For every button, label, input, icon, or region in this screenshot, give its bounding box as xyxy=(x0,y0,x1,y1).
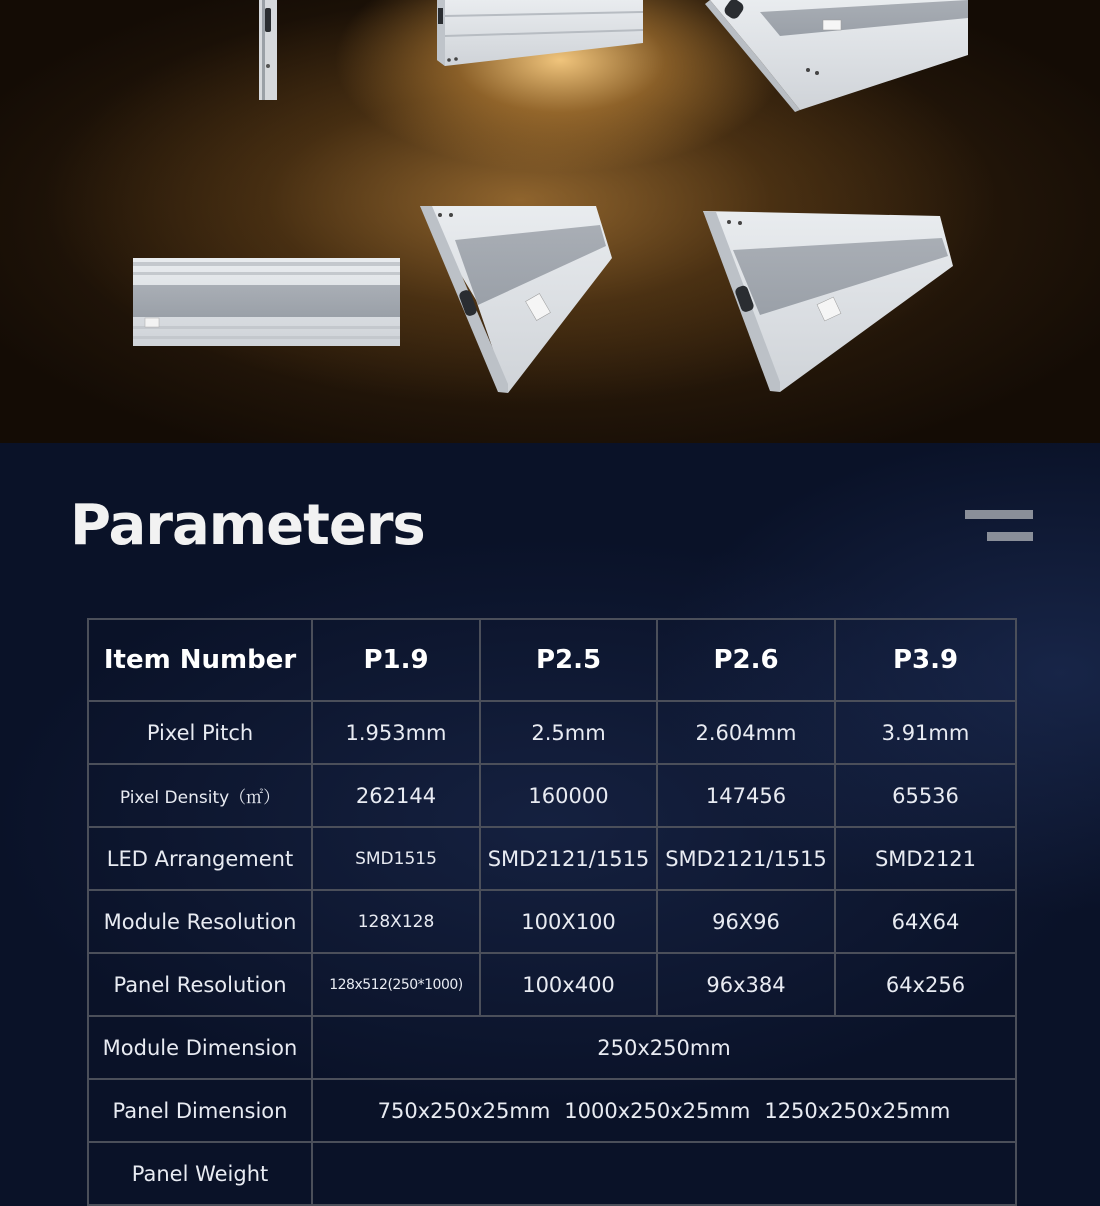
panel-edge-view xyxy=(259,0,277,100)
row-label: Module Dimension xyxy=(88,1016,312,1079)
table-cell: 65536 xyxy=(835,764,1016,827)
table-cell xyxy=(312,1079,1016,1142)
table-cell: 64X64 xyxy=(835,890,1016,953)
panel-top-middle xyxy=(437,0,643,66)
row-label: Panel Resolution xyxy=(88,953,312,1016)
table-row xyxy=(88,701,1016,764)
panel-front-view xyxy=(133,258,400,346)
table-row xyxy=(88,890,1016,953)
table-row xyxy=(88,764,1016,827)
table-row xyxy=(88,1142,1016,1205)
table-cell: 96x384 xyxy=(657,953,835,1016)
table-cell: 128X128 xyxy=(312,890,480,953)
row-label: Pixel Pitch xyxy=(88,701,312,764)
spec-table xyxy=(87,618,1017,1206)
section-title: Parameters xyxy=(70,493,425,558)
table-cell: 2.5mm xyxy=(480,701,657,764)
row-label: Panel Weight xyxy=(88,1142,312,1205)
row-label: Module Resolution xyxy=(88,890,312,953)
table-cell: 262144 xyxy=(312,764,480,827)
header-p26: P2.6 xyxy=(657,619,835,701)
table-cell: 2.604mm xyxy=(657,701,835,764)
table-cell: SMD2121 xyxy=(835,827,1016,890)
header-item-number: Item Number xyxy=(88,619,312,701)
table-cell: SMD2121/1515 xyxy=(480,827,657,890)
panel-dimension-value: 1250x250x25mm xyxy=(764,1098,951,1123)
panel-dimension-value: 1000x250x25mm xyxy=(564,1098,751,1123)
table-cell: 147456 xyxy=(657,764,835,827)
header-p25: P2.5 xyxy=(480,619,657,701)
panel-angled-right xyxy=(703,211,953,392)
table-row xyxy=(88,1079,1016,1142)
led-panels-illustration xyxy=(0,0,1100,443)
hero-product-image xyxy=(0,0,1100,443)
table-cell: 160000 xyxy=(480,764,657,827)
table-cell: 100X100 xyxy=(480,890,657,953)
row-label: Pixel Density（㎡） xyxy=(88,764,312,827)
panel-top-right xyxy=(705,0,968,112)
table-cell: 250x250mm xyxy=(312,1016,1016,1079)
panel-angled-middle xyxy=(420,206,612,393)
parameters-section xyxy=(0,443,1100,1186)
table-cell: 1.953mm xyxy=(312,701,480,764)
table-cell: SMD2121/1515 xyxy=(657,827,835,890)
table-row xyxy=(88,1016,1016,1079)
row-label: Panel Dimension xyxy=(88,1079,312,1142)
table-cell: 3.91mm xyxy=(835,701,1016,764)
table-cell: 64x256 xyxy=(835,953,1016,1016)
table-header-row xyxy=(88,619,1016,701)
table-row xyxy=(88,827,1016,890)
header-p19: P1.9 xyxy=(312,619,480,701)
table-row xyxy=(88,953,1016,1016)
table-cell: 100x400 xyxy=(480,953,657,1016)
table-cell: SMD1515 xyxy=(312,827,480,890)
table-cell xyxy=(312,1142,1016,1205)
panel-dimension-value: 750x250x25mm xyxy=(377,1098,551,1123)
row-label: LED Arrangement xyxy=(88,827,312,890)
header-p39: P3.9 xyxy=(835,619,1016,701)
table-cell: 128x512(250*1000) xyxy=(312,953,480,1016)
menu-lines-icon xyxy=(965,510,1033,542)
table-cell: 96X96 xyxy=(657,890,835,953)
